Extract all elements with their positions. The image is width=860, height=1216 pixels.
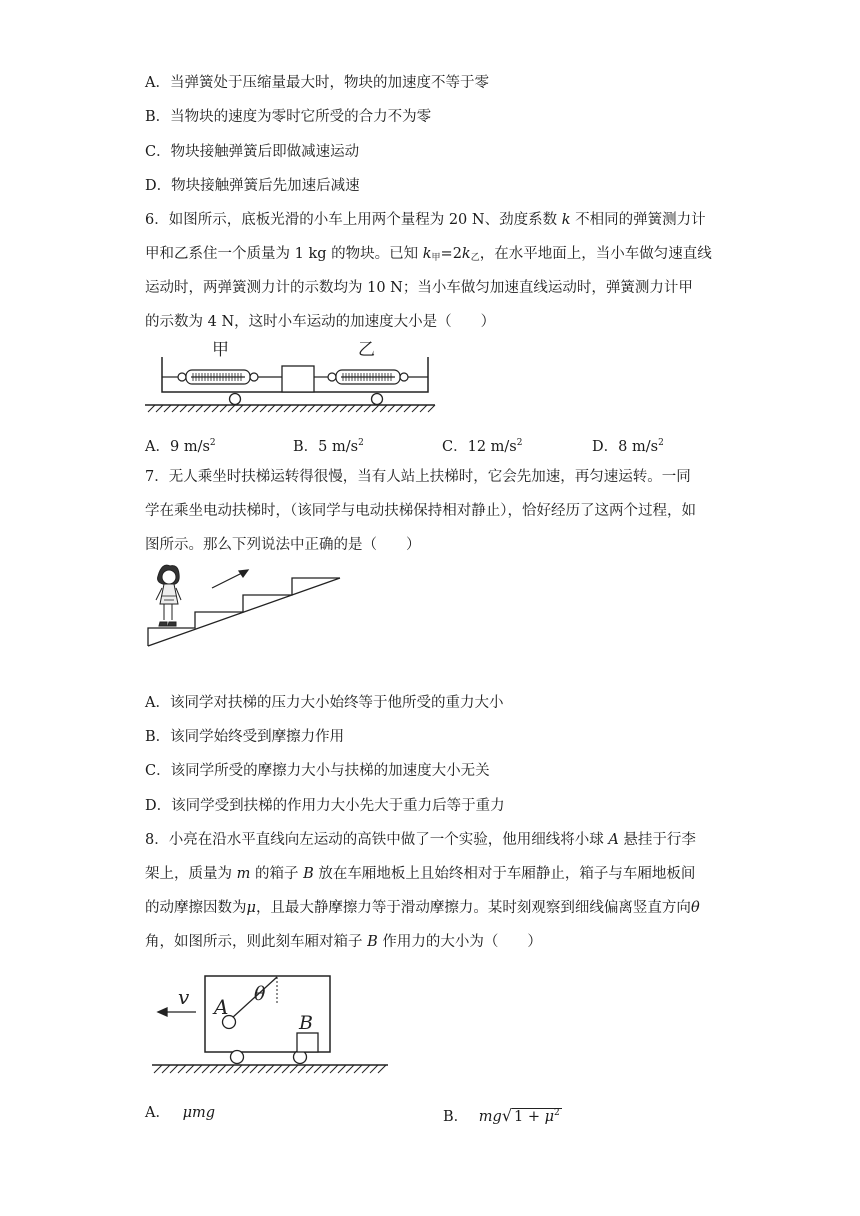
motion-arrow xyxy=(212,570,248,588)
q6-cart-figure xyxy=(140,335,440,415)
question-8-stem xyxy=(145,830,717,966)
q6-option-a: A．9 $m/s^2$ xyxy=(145,438,216,455)
q8-text: 悬挂于行李 xyxy=(618,832,696,848)
label-theta: θ xyxy=(254,983,266,1005)
q6-text: 的示数为 4 N，这时小车运动的加速度大小是（ ） xyxy=(145,314,496,330)
q8-var-m: m xyxy=(236,866,251,882)
label-jia: 甲 xyxy=(212,340,229,360)
sqrt-icon: √ xyxy=(501,1106,513,1125)
q8-text: 放在车厢地板上且始终相对于车厢静止，箱子与车厢地板间 xyxy=(313,866,696,882)
q8-text: 角，如图所示，则此刻车厢对箱子 xyxy=(145,934,368,950)
q6-k-yi: k xyxy=(461,246,471,262)
q8-option-b-letter: B． xyxy=(443,1109,469,1125)
q7-text: 7．无人乘坐时扶梯运转得很慢，当有人站上扶梯时，它会先加速，再匀速运转。一同 xyxy=(145,469,691,485)
q6-option-c: C．12 $m/s^2$ xyxy=(442,438,523,455)
q7-option-b: B．该同学始终受到摩擦力作用 xyxy=(145,729,345,745)
cart-wheel-left xyxy=(230,394,241,405)
q8-option-a-expr: μmg xyxy=(182,1105,216,1121)
q6-k-jia: k xyxy=(422,246,432,262)
ground-hatch xyxy=(152,1065,388,1073)
label-yi: 乙 xyxy=(358,340,375,360)
q5-option-d: D．物块接触弹簧后先加速后减速 xyxy=(145,178,360,194)
girl-icon xyxy=(156,565,181,626)
label-v: v xyxy=(178,985,190,1009)
q6-eq: =2 xyxy=(440,246,462,262)
q8-var-mu: μ xyxy=(246,900,256,916)
q8-option-b-radicand: $1 + \mu^2$ xyxy=(514,1108,560,1125)
q6-sub-yi: 乙 xyxy=(470,253,480,263)
q8-text: 架上，质量为 xyxy=(145,866,237,882)
block-1kg xyxy=(282,366,314,392)
q8-text: 作用力的大小为（ ） xyxy=(377,934,542,950)
q7-option-c: C．该同学所受的摩擦力大小与扶梯的加速度大小无关 xyxy=(145,763,490,779)
ground-hatch xyxy=(145,405,435,412)
cart-wheel-right xyxy=(372,394,383,405)
label-b: B xyxy=(299,1012,313,1034)
q8-train-figure xyxy=(148,968,393,1080)
escalator-steps xyxy=(148,578,340,646)
q6-sub-jia: 甲 xyxy=(431,253,441,263)
velocity-arrow xyxy=(158,1008,196,1016)
q6-text: 6．如图所示，底板光滑的小车上用两个量程为 20 N、劲度系数 xyxy=(145,212,562,228)
q8-text: 8．小亮在沿水平直线向左运动的高铁中做了一个实验，他用细线将小球 xyxy=(145,832,609,848)
question-6-stem xyxy=(145,210,717,346)
q8-var-b2: B xyxy=(367,934,378,950)
q8-option-b-mg: mg xyxy=(478,1109,502,1125)
q7-option-d: D．该同学受到扶梯的作用力大小先大于重力后等于重力 xyxy=(145,798,505,814)
q6-text: 不相同的弹簧测力计 xyxy=(570,212,706,228)
q8-option-a-letter: A． xyxy=(145,1105,170,1121)
q6-text: ，在水平地面上，当小车做匀速直线 xyxy=(479,246,712,262)
spring-scale-yi xyxy=(314,370,428,384)
q6-text: 甲和乙系住一个质量为 1 kg 的物块。已知 xyxy=(145,246,423,262)
q6-option-d: D．8 $m/s^2$ xyxy=(592,438,664,455)
label-a: A xyxy=(214,995,229,1019)
train-wheel-left xyxy=(231,1051,244,1064)
q7-text: 学在乘坐电动扶梯时，（该同学与电动扶梯保持相对静止），恰好经历了这两个过程，如 xyxy=(145,503,696,519)
q7-option-a: A．该同学对扶梯的压力大小始终等于他所受的重力大小 xyxy=(145,695,504,711)
q8-option-b xyxy=(443,1103,562,1127)
q8-text: 的箱子 xyxy=(250,866,304,882)
q8-text: ，且最大静摩擦力等于滑动摩擦力。某时刻观察到细线偏离竖直方向 xyxy=(255,900,691,916)
q6-option-b: B．5 $m/s^2$ xyxy=(293,438,364,455)
question-7-stem xyxy=(145,467,717,569)
q7-text: 图所示。那么下列说法中正确的是（ ） xyxy=(145,537,421,553)
q8-var-theta: θ xyxy=(690,900,700,916)
q7-escalator-figure xyxy=(140,560,350,652)
q6-k: k xyxy=(561,212,571,228)
q5-option-c: C．物块接触弹簧后即做减速运动 xyxy=(145,144,360,160)
q8-text: 的动摩擦因数为 xyxy=(145,900,247,916)
q6-text: 运动时，两弹簧测力计的示数均为 10 N；当小车做匀加速直线运动时，弹簧测力计甲 xyxy=(145,280,693,296)
q8-option-a xyxy=(145,1103,215,1123)
box-b xyxy=(297,1033,318,1052)
q5-option-b: B．当物块的速度为零时它所受的合力不为零 xyxy=(145,109,432,125)
q8-var-a: A xyxy=(608,832,619,848)
q5-option-a: A．当弹簧处于压缩量最大时，物块的加速度不等于零 xyxy=(145,75,489,91)
spring-scale-jia xyxy=(162,370,282,384)
q8-var-b: B xyxy=(303,866,314,882)
